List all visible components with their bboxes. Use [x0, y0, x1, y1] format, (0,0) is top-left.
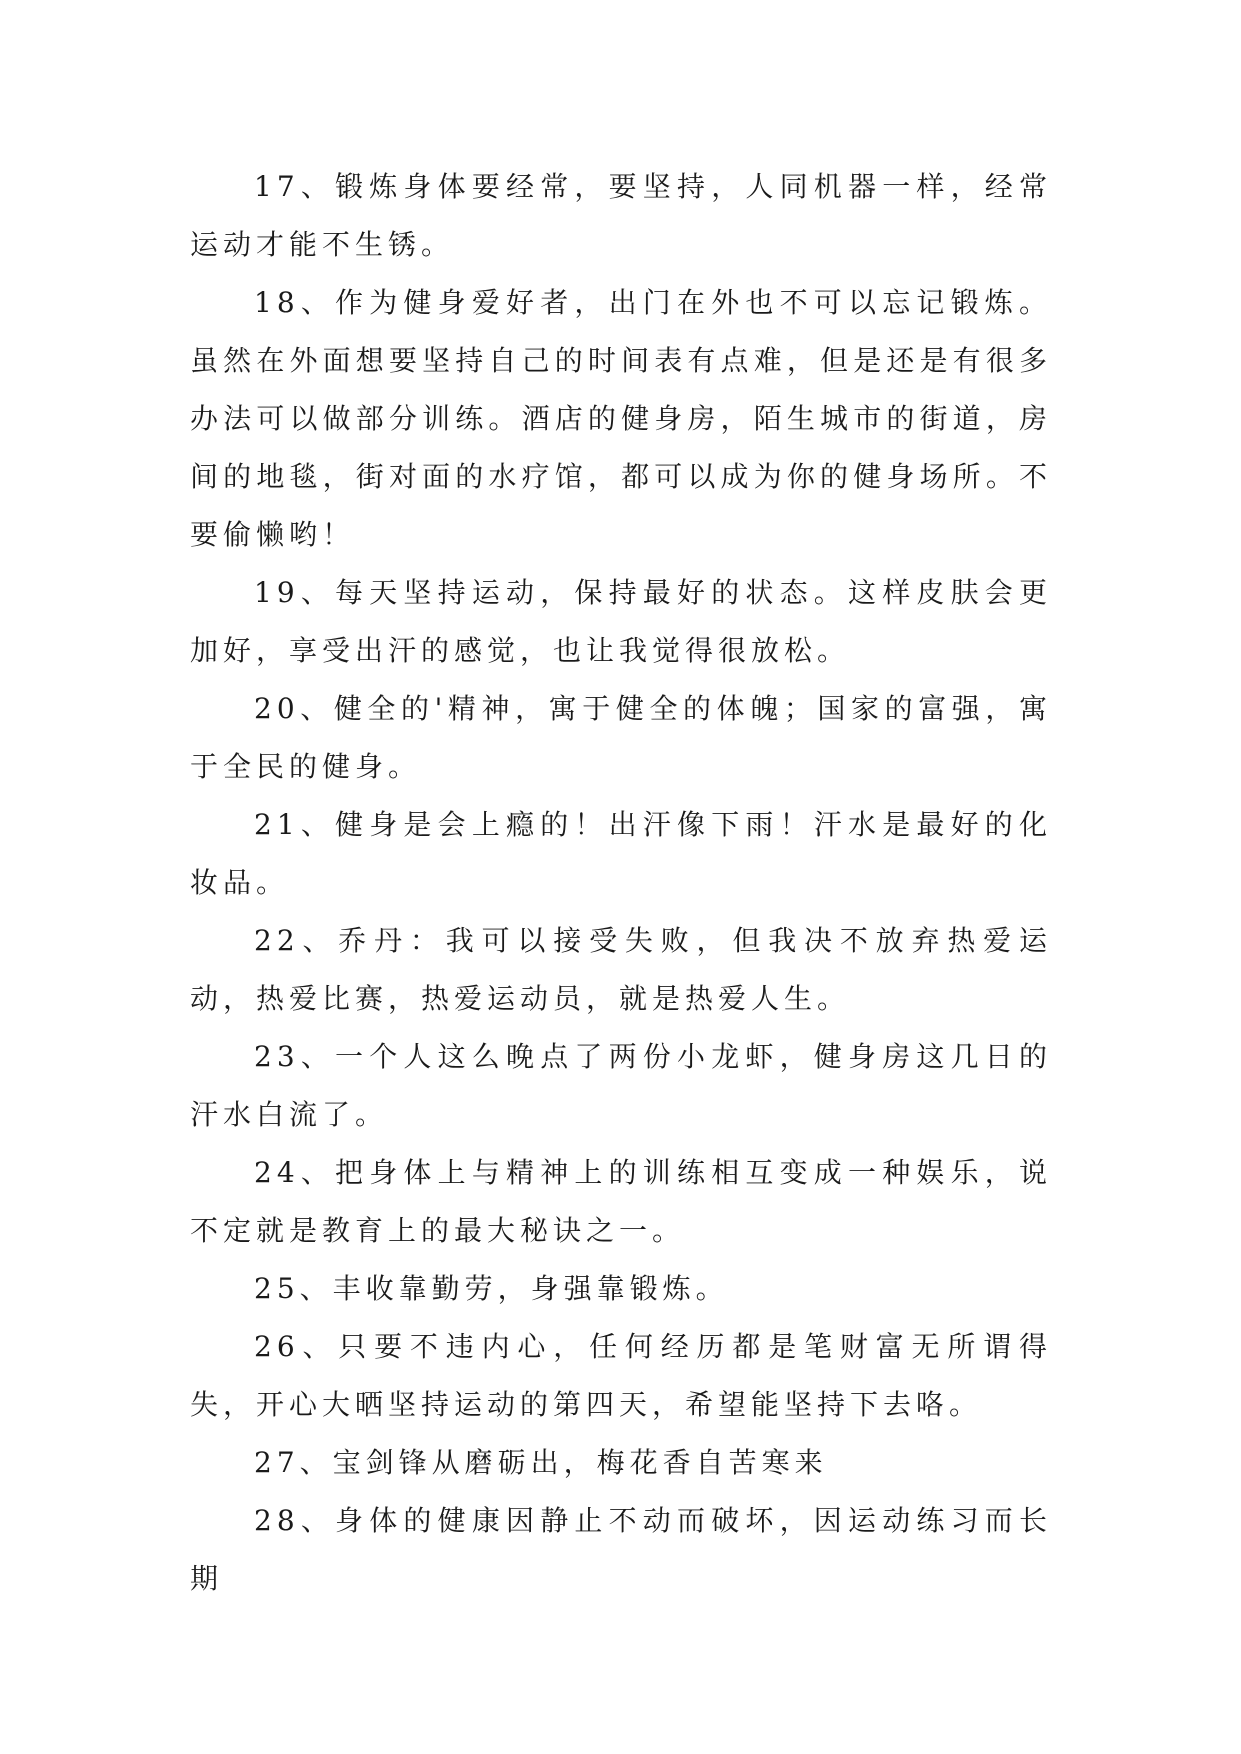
paragraph-24: 24、把身体上与精神上的训练相互变成一种娱乐，说不定就是教育上的最大秘诀之一。: [190, 1156, 1052, 1247]
paragraph-27: 27、宝剑锋从磨砺出，梅花香自苦寒来: [254, 1446, 828, 1479]
document-body: [190, 158, 1052, 1608]
paragraph-28: 28、身体的健康因静止不动而破坏，因运动练习而长期: [190, 1504, 1052, 1595]
paragraph-18: 18、作为健身爱好者，出门在外也不可以忘记锻炼。虽然在外面想要坚持自己的时间表有点难，但是还是有很多办法可以做部分训练。酒店的健身房，陌生城市的街道，房间的地毯，街对面的水疗馆，都可以成为你的健身场所。不要偷懒哟！: [190, 286, 1052, 551]
paragraph-22: 22、乔丹：我可以接受失败，但我决不放弃热爱运动，热爱比赛，热爱运动员，就是热爱人生。: [190, 924, 1052, 1015]
paragraph-23: 23、一个人这么晚点了两份小龙虾，健身房这几日的汗水白流了。: [190, 1040, 1052, 1131]
paragraph-21: 21、健身是会上瘾的！出汗像下雨！汗水是最好的化妆品。: [190, 808, 1052, 899]
paragraph-19: 19、每天坚持运动，保持最好的状态。这样皮肤会更加好，享受出汗的感觉，也让我觉得很放松。: [190, 576, 1052, 667]
paragraph-20: 20、健全的'精神，寓于健全的体魄；国家的富强，寓于全民的健身。: [190, 692, 1052, 783]
paragraph-17: 17、锻炼身体要经常，要坚持，人同机器一样，经常运动才能不生锈。: [190, 170, 1052, 261]
paragraph-25: 25、丰收靠勤劳，身强靠锻炼。: [254, 1272, 729, 1305]
paragraph-26: 26、只要不违内心，任何经历都是笔财富无所谓得失，开心大晒坚持运动的第四天，希望能坚持下去咯。: [190, 1330, 1052, 1421]
